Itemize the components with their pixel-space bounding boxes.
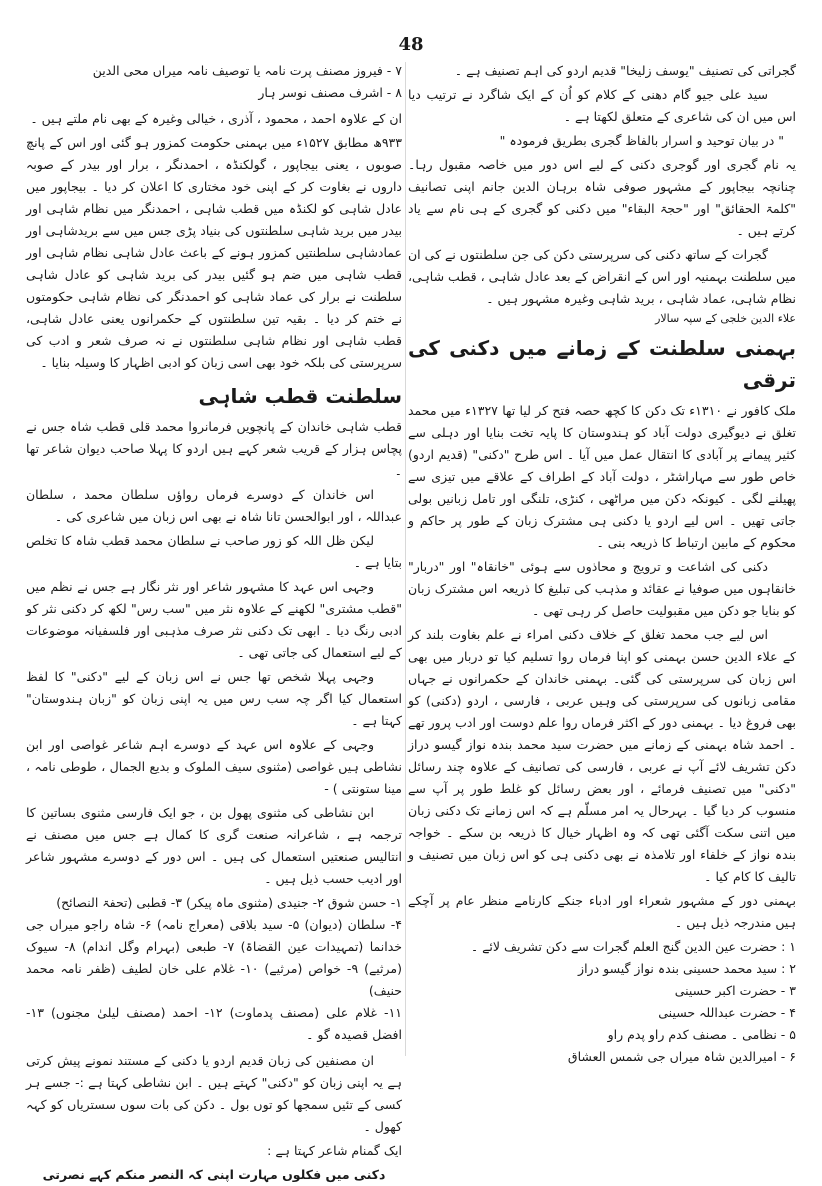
paragraph: ابن نشاطی کی مثنوی پھول بن ، جو ایک فارسی مثنوی بساتین کا ترجمہ ہے ، شاعرانہ صنعت گری کا کمال ہے جس میں مصنف نے انتالیس صنعتیں استعمال کی ہیں ۔ اس دور کے دوسرے مشہور شاعر اور ادیب حسب ذیل ہیں ۔	[26, 805, 402, 886]
paragraph: وجہی پہلا شخص تھا جس نے اس زبان کے لیے "دکنی" کا لفظ استعمال کیا اگر چہ سب رس میں یہ اپنی زبان کو "زبان ہندوستان" کہتا ہے ۔	[26, 669, 402, 728]
authors-list	[408, 936, 796, 1068]
section-heading: بہمنی سلطنت کے زمانے میں دکنی کی ترقی	[408, 336, 796, 392]
list-item: ۸ - اشرف مصنف نوسر ہار	[258, 85, 402, 100]
paragraph: ۹۳۳ھ مطابق ۱۵۲۷ء میں بہمنی حکومت کمزور ہو گئی اور اس کے پانچ صوبوں ، یعنی بیجاپور ، گولکنڈہ ، احمدنگر ، برار اور بیدر کے صوبہ داروں نے بغاوت کر کے اپنی خود مختاری کا اعلان کر دیا ۔ بیجاپور میں عادل شاہی کو لکنڈہ میں قطب شاہی ، احمدنگر میں نظام شاہی اور بیدر میں برید شاہی سلطنتوں کی بنیاد پڑی جس میں سے بریدشاہی اور عمادشاہی سلطنتیں کمزور ہونے کے باعث عادل شاہی نظام شاہی اور قطب شاہی میں ضم ہو گئیں بیدر کی برید شاہی کو عادل شاہی سلطنت نے برار کی عماد شاہی کو احمدنگر کی نظام شاہی حکومتوں نے ختم کر دیا ۔ بقیہ تین سلطنتوں کے حکمرانوں یعنی عادل شاہی، قطب شاہی اور نظام شاہی سلطنتوں نے نہ صرف شعر و ادب کی سرپرستی کی بلکہ خود بھی اسی زبان کو ادبی اظہار کا وسیلہ بنایا ۔	[26, 135, 402, 370]
paragraph: وجہی کے علاوہ اس عہد کے دوسرے اہم شاعر غواصی اور ابن نشاطی ہیں غواصی (مثنوی سیف الملوک و بدیع الجمال ، طوطی نامہ ، مینا ستونتی ) -	[26, 737, 402, 796]
list-item: ۲ : سید محمد حسینی بندہ نواز گیسو دراز	[578, 961, 796, 976]
quote: " در بیان توحید و اسرار بالفاظ گجری بطریق فرمودہ "	[499, 133, 784, 148]
verse-intro: ایک گمنام شاعر کہتا ہے :	[267, 1143, 402, 1158]
paragraph: قطب شاہی خاندان کے پانچویں فرمانروا محمد قلی قطب شاہ جس نے پچاس ہزار کے قریب شعر کہے ہیں اردو کا پہلا صاحب دیوان شاعر تھا ۔	[26, 419, 402, 478]
section-heading: سلطنت قطب شاہی	[198, 384, 402, 408]
list-item: ۴- سلطان (دیوان) ۵- سید بلاقی (معراج نامہ) ۶- شاہ راجو میراں جی خدانما (تمہیدات عین القضاۃ) ۷- طبعی (بہرام وگل اندام) ۸- سیوک (مرثیے) ۹- خواص (مرثیے) ۱۰- غلام علی خان لطیف (ظفر نامہ محمد حنیف)	[26, 917, 403, 998]
list-item: ۴ - حضرت عبداللہ حسینی	[658, 1005, 796, 1020]
paragraph: سید علی جیو گام دھنی کے کلام کو اُن کے ایک شاگرد نے ترتیب دیا اس میں ان کی شاعری کے متعلق لکھتا ہے ۔	[408, 87, 796, 124]
list-item: ۱- حسن شوق ۲- جنیدی (مثنوی ماہ پیکر) ۳- قطبی (تحفۃ النصائح)	[56, 895, 402, 910]
paragraph: بہمنی دور کے مشہور شعراء اور ادباء جنکے کارنامے منظر عام پر آچکے ہیں مندرجہ ذیل ہیں ۔	[408, 893, 796, 930]
list-item: ۱۱- غلام علی (مصنف پدماوت) ۱۲- احمد (مصنف لیلیٰ مجنوں) ۱۳- افضل قصیدہ گو ۔	[26, 1005, 402, 1042]
section-side-note: علاء الدین خلجی کے سپہ سالار	[655, 312, 796, 325]
paragraph: اس لیے جب محمد تغلق کے خلاف دکنی امراء نے علم بغاوت بلند کر کے علاء الدین حسن بہمنی کو اپنا فرماں روا تسلیم کیا تو دربار میں بھی اس زبان کی سرپرستی کی گئی۔ بہمنی خاندان کے حکمرانوں نے جہاں مقامی زبانوں کی سرپرستی کی وہیں عربی ، فارسی ، اردو (دکنی) کو بھی فروغ دیا ۔ بہمنی دور کے اکثر فرماں روا علم دوست اور ادب پرور تھے ۔ احمد شاہ بہمنی کے زمانے میں حضرت سید محمد بندہ نواز گیسو دراز دکن تشریف لائے آپ نے عربی ، فارسی کی تصانیف کے علاوہ چند رسائل "دکنی" میں تصنیف فرمائے ، اور بعض رسائل کو غلط طور پر آپ سے منسوب کر دیا گیا ۔ بہرحال یہ امر مسلّم ہے کہ اس زمانے تک دکنی زبان میں اتنی سکت آگئی تھی کہ وہ اظہار خیال کا ذریعہ بن سکے ۔ خواجہ بندہ نواز کے خلفاء اور تلامذہ نے بھی دکنی ہی کو اس زبان میں تصنیف و تالیف کا کام کیا ۔	[408, 627, 796, 884]
paragraph: اس خاندان کے دوسرے فرماں رواؤں سلطان محمد ، سلطان عبداللہ ، اور ابوالحسن تانا شاہ نے بھی اس زبان میں شاعری کی ۔	[26, 487, 402, 524]
paragraph: ان کے علاوہ احمد ، محمود ، آذری ، خیالی وغیرہ کے بھی نام ملتے ہیں ۔	[30, 111, 402, 126]
intro-list	[26, 60, 402, 104]
list-item: ۷ - فیروز مصنف پرت نامہ یا توصیف نامہ میراں محی الدین	[92, 63, 402, 78]
verse: دکنی میں فکلوں مہارت اپنی کہ النصر منکم کہے نصرتی	[42, 1167, 386, 1182]
paragraph: گجرات کے ساتھ دکنی کی سرپرستی دکن کی جن سلطنتوں نے کی ان میں سلطنت بہمنیہ اور اس کے انقراض کے بعد عادل شاہی ، قطب شاہی، نظام شاہی، عماد شاہی ، برید شاہی وغیرہ مشہور ہیں ۔	[408, 247, 796, 306]
paragraph: لیکن ظل اللہ کو زور صاحب نے سلطان محمد قطب شاہ کا تخلص بتایا ہے ۔	[26, 533, 402, 570]
list-item: ۶ - امیرالدین شاہ میراں جی شمس العشاق	[567, 1049, 796, 1064]
paragraph: یہ نام گجری اور گوجری دکنی کے لیے اس دور میں خاصہ مقبول رہا۔ چنانچہ بیجاپور کے مشہور صوفی شاہ برہان الدین جانم اپنی تصانیف "کلمۃ الحقائق" اور "حجۃ البقاء" میں دکنی کو گجری کے ہی نام سے یاد کرتے ہیں ۔	[408, 157, 796, 238]
paragraph: ملک کافور نے ۱۳۱۰ء تک دکن کا کچھ حصہ فتح کر لیا تھا ۱۳۲۷ء میں محمد تغلق نے دیوگیری دولت آباد کو ہندوستان کا پایہ تخت بنایا اور دہلی سے کثیر پیمانے پر آبادی کا انتقال عمل میں آیا ۔ اس طرح "دکنی" (قدیم اردو) خاص طور سے مہاراشٹر ، دولت آباد کے اطراف کے علاقے میں تیزی سے پھیلنے لگی ۔ کیونکہ دکن میں مراٹھی ، کنڑی، تلنگی اور تامل زبانیں بولی جاتی تھیں ۔ اس لیے اردو یا دکنی ہی مشترک زبان کے طور پر حاکم و محکوم کے مابین ارتباط کا ذریعہ بنی ۔	[408, 403, 796, 550]
list-item: ۵ - نظامی ۔ مصنف کدم راو پدم راو	[607, 1027, 796, 1042]
left-column	[26, 60, 403, 1182]
paragraph: ان مصنفین کی زبان قدیم اردو یا دکنی کے مستند نمونے پیش کرتی ہے یہ اپنی زبان کو "دکنی" کہتے ہیں ۔ ابن نشاطی کہتا ہے :- جسے ہر کسی کے تئیں سمجھا کو توں بول ۔ دکن کی بات سوں سستریاں کو کہہ کھول ۔	[26, 1053, 402, 1134]
list-item: ۱ : حضرت عین الدین گنج العلم گجرات سے دکن تشریف لائے ۔	[470, 939, 796, 954]
list-item: ۳ - حضرت اکبر حسینی	[674, 983, 796, 998]
paragraph: وجہی اس عہد کا مشہور شاعر اور نثر نگار ہے جس نے نظم میں "قطب مشتری" لکھنے کے علاوہ نثر میں "سب رس" لکھ کر دکنی نثر کو ادبی رنگ دیا ۔ ابھی تک دکنی نثر صرف مذہبی اور فلسفیانہ موضوعات کے لیے استعمال کی جاتی تھی ۔	[26, 579, 402, 660]
poets-list	[26, 892, 402, 1046]
paragraph: گجراتی کی تصنیف "یوسف زلیخا" قدیم اردو کی اہم تصنیف ہے ۔	[454, 63, 796, 78]
page-number: 48	[398, 34, 424, 55]
column-divider	[405, 62, 406, 1056]
paragraph: دکنی کی اشاعت و ترویج و محاذوں سے ہوئی "خانقاہ" اور "دربار" خانقاہوں میں صوفیا نے عقائد و مذہب کی تبلیغ کا ذریعہ اس مشترک زبان کو بنایا جو دکن میں مقبولیت حاصل کر رہی تھی ۔	[408, 559, 796, 618]
right-column	[408, 60, 796, 1064]
